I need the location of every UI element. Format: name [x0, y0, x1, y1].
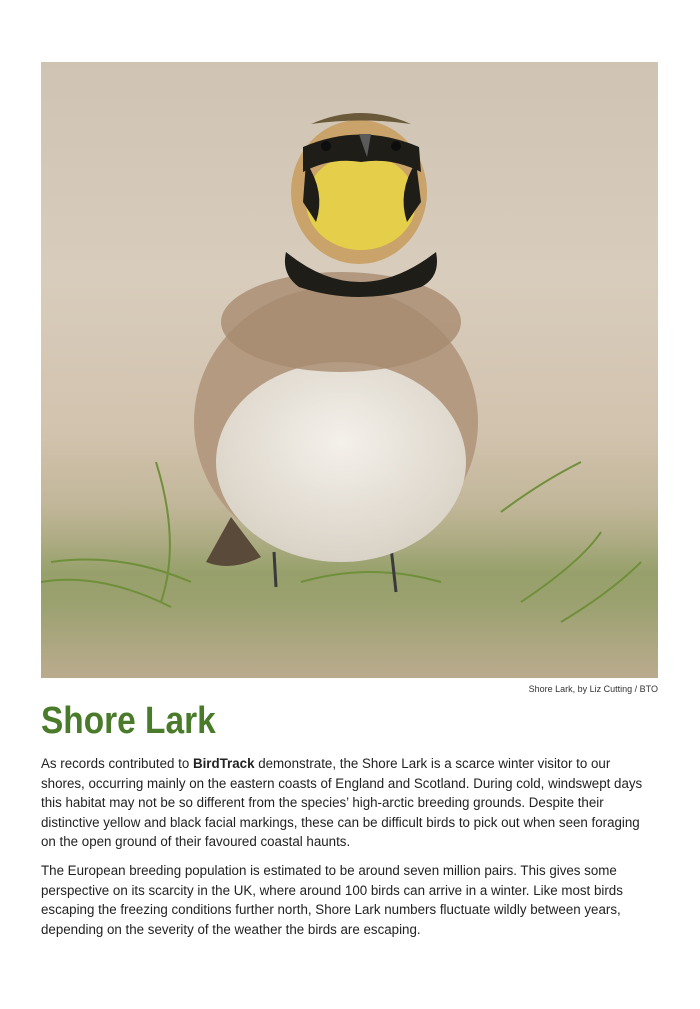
left-leg: [274, 552, 276, 587]
yellow-face: [306, 154, 416, 250]
bird-photo: [41, 62, 658, 678]
right-eye: [391, 141, 401, 151]
shore-lark-illustration: [41, 62, 658, 678]
birdtrack-bold: BirdTrack: [192, 756, 255, 772]
photo-caption: Shore Lark, by Liz Cutting / BTO: [528, 684, 658, 694]
page-title: Shore Lark: [41, 700, 216, 742]
paragraph-1: As records contributed to BirdTrack demonstrate, the Shore Lark is a scarce winter visitor to our shores, occurring mainly on the eastern coasts of England and Scotland. During cold, windswept days this habitat may not be so different from the species’ high-arctic breeding grounds. Despite their distinctive yellow and black facial markings, these can be difficult birds to pick out when seen foraging on the open ground of their favoured coastal haunts.: [41, 756, 643, 851]
left-eye: [321, 141, 331, 151]
paragraph-2: The European breeding population is estimated to be around seven million pairs. This gives some perspective on its scarcity in the UK, where around 100 birds can arrive in a winter. Like most birds escaping the freezing conditions further north, Shore Lark numbers fluctuate wildly between years, depending on the severity of the weather the birds are escaping.: [41, 862, 623, 938]
bird-belly: [216, 362, 466, 562]
article-body: [41, 755, 643, 949]
